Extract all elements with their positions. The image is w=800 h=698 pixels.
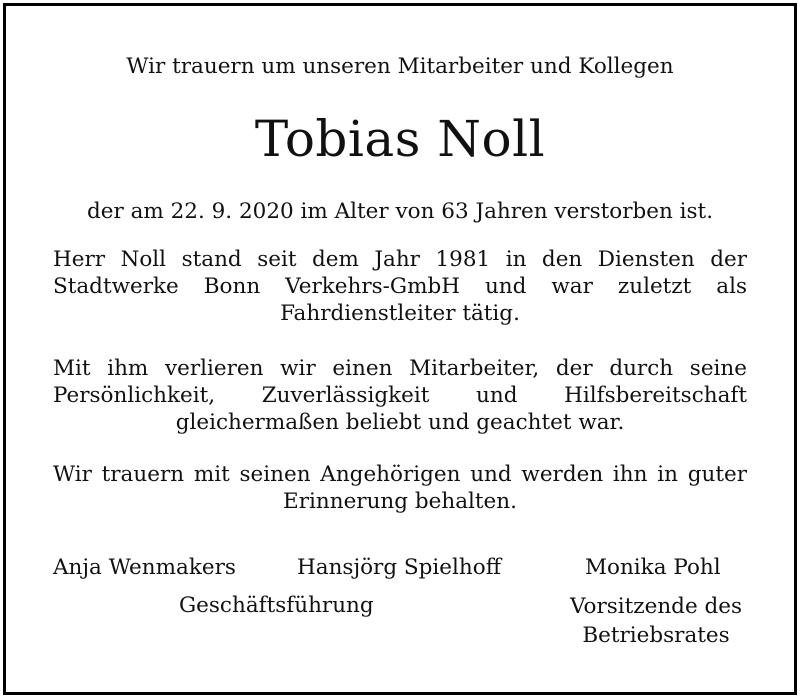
paragraph-tribute: Mit ihm verlieren wir einen Mitarbeiter, der durch seine Persönlichkeit, Zuverlässigkeit und Hilfsbereitschaft gleichermaßen beliebt und geachtet war. (53, 356, 747, 435)
paragraph-career: Herr Noll stand seit dem Jahr 1981 in den Diensten der Stadtwerke Bonn Verkehrs-GmbH und war zuletzt als Fahrdienstleiter tätig. (53, 247, 747, 326)
deceased-name: Tobias Noll (254, 110, 546, 168)
signatory-name: Anja Wenmakers (53, 555, 236, 580)
signatory-name: Hansjörg Spielhoff (297, 555, 501, 580)
date-line: der am 22. 9. 2020 im Alter von 63 Jahren verstorben ist. (86, 199, 714, 224)
paragraph-remembrance: Wir trauern mit seinen Angehörigen und werden ihn in guter Erinnerung behalten. (53, 462, 747, 514)
signatory-name: Monika Pohl (585, 555, 721, 580)
intro-line: Wir trauern um unseren Mitarbeiter und Kollegen (126, 54, 674, 79)
role-works-council: Vorsitzende des Betriebsrates (569, 594, 743, 648)
role-management: Geschäftsführung (179, 593, 374, 618)
